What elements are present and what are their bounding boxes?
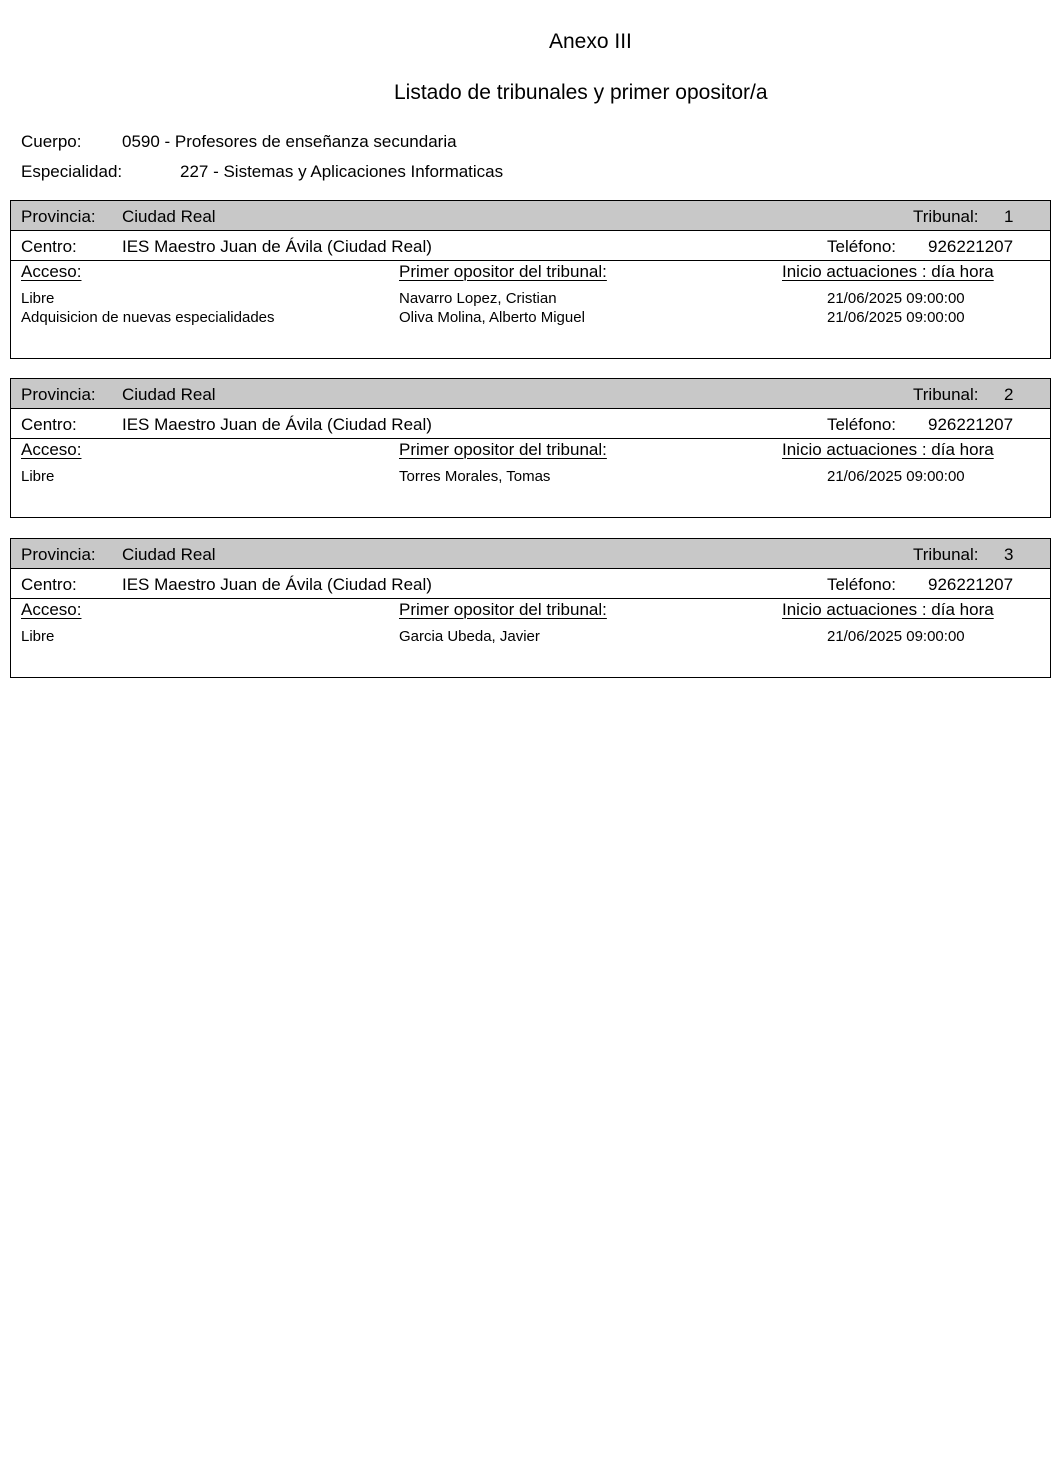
list-item (11, 307, 1050, 326)
telefono-value: 926221207 (928, 415, 1014, 434)
rows-list (11, 626, 1050, 645)
especialidad-line (21, 162, 504, 182)
acceso-value: Libre (21, 468, 55, 485)
cuerpo-line (21, 132, 457, 152)
provincia-row (11, 379, 1050, 409)
centro-value: IES Maestro Juan de Ávila (Ciudad Real) (122, 237, 432, 256)
list-item (11, 466, 1050, 485)
tribunal-number: 1 (1004, 207, 1014, 226)
inicio-value: 21/06/2025 09:00:00 (827, 628, 965, 645)
provincia-row (11, 539, 1050, 569)
provincia-row (11, 201, 1050, 231)
columns-header (11, 599, 1050, 626)
acceso-value: Adquisicion de nuevas especialidades (21, 309, 275, 326)
provincia-value: Ciudad Real (122, 207, 216, 226)
tribunal-label: Tribunal: (913, 385, 979, 404)
opositor-value: Navarro Lopez, Cristian (399, 290, 557, 307)
columns-header (11, 261, 1050, 288)
provincia-label: Provincia: (21, 207, 96, 226)
acceso-value: Libre (21, 290, 55, 307)
acceso-header: Acceso: (21, 600, 82, 619)
columns-header (11, 439, 1050, 466)
especialidad-value: 227 - Sistemas y Aplicaciones Informaticas (180, 162, 504, 181)
tribunal-label: Tribunal: (913, 207, 979, 226)
opositor-value: Torres Morales, Tomas (399, 468, 551, 485)
telefono-label: Teléfono: (827, 575, 896, 594)
tribunal-block (10, 538, 1051, 678)
opositor-header: Primer opositor del tribunal: (399, 600, 607, 619)
centro-row (11, 231, 1050, 261)
provincia-value: Ciudad Real (122, 385, 216, 404)
telefono-label: Teléfono: (827, 237, 896, 256)
provincia-label: Provincia: (21, 385, 96, 404)
telefono-value: 926221207 (928, 237, 1014, 256)
list-item (11, 626, 1050, 645)
tribunal-label: Tribunal: (913, 545, 979, 564)
inicio-header: Inicio actuaciones : día hora (782, 600, 994, 619)
cuerpo-label: Cuerpo: (21, 132, 82, 151)
inicio-value: 21/06/2025 09:00:00 (827, 468, 965, 485)
centro-label: Centro: (21, 415, 77, 434)
tribunal-block (10, 378, 1051, 518)
acceso-header: Acceso: (21, 440, 82, 459)
centro-row (11, 569, 1050, 599)
acceso-value: Libre (21, 628, 55, 645)
inicio-value: 21/06/2025 09:00:00 (827, 290, 965, 307)
rows-list (11, 288, 1050, 326)
acceso-header: Acceso: (21, 262, 82, 281)
centro-label: Centro: (21, 237, 77, 256)
cuerpo-value: 0590 - Profesores de enseñanza secundaria (122, 132, 457, 151)
rows-list (11, 466, 1050, 485)
provincia-value: Ciudad Real (122, 545, 216, 564)
inicio-value: 21/06/2025 09:00:00 (827, 309, 965, 326)
telefono-label: Teléfono: (827, 415, 896, 434)
opositor-value: Garcia Ubeda, Javier (399, 628, 540, 645)
centro-value: IES Maestro Juan de Ávila (Ciudad Real) (122, 575, 432, 594)
opositor-header: Primer opositor del tribunal: (399, 440, 607, 459)
centro-label: Centro: (21, 575, 77, 594)
especialidad-label: Especialidad: (21, 162, 123, 181)
tribunal-number: 2 (1004, 385, 1014, 404)
centro-value: IES Maestro Juan de Ávila (Ciudad Real) (122, 415, 432, 434)
centro-row (11, 409, 1050, 439)
tribunal-number: 3 (1004, 545, 1014, 564)
list-item (11, 288, 1050, 307)
opositor-header: Primer opositor del tribunal: (399, 262, 607, 281)
provincia-label: Provincia: (21, 545, 96, 564)
tribunal-block (10, 200, 1051, 359)
inicio-header: Inicio actuaciones : día hora (782, 440, 994, 459)
telefono-value: 926221207 (928, 575, 1014, 594)
inicio-header: Inicio actuaciones : día hora (782, 262, 994, 281)
opositor-value: Oliva Molina, Alberto Miguel (399, 309, 585, 326)
